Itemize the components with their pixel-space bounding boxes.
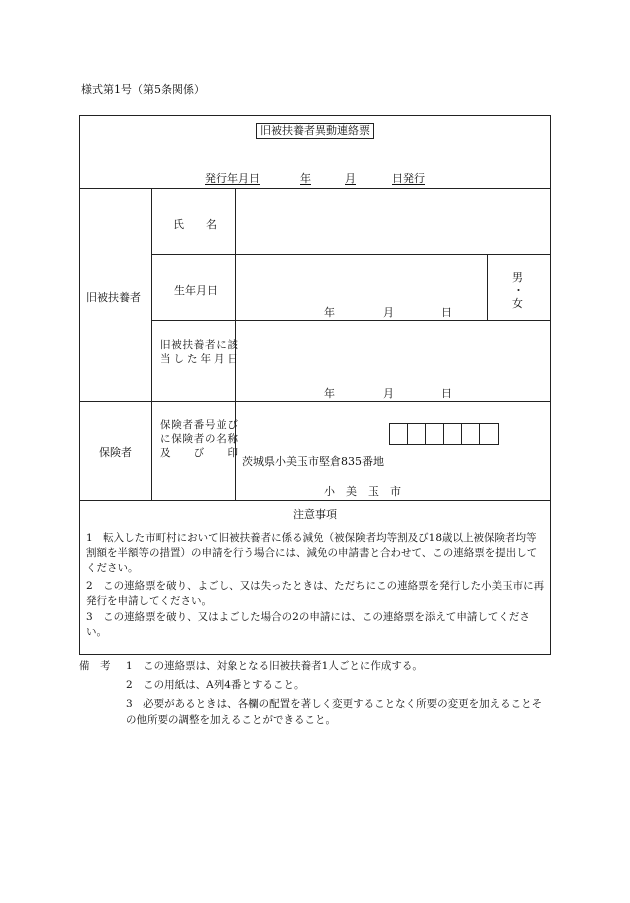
birthdate-label: 生年月日 — [174, 284, 218, 297]
name-label: 氏 名 — [173, 218, 217, 231]
remark-item-3: 3 必要があるときは、各欄の配置を著しく変更することなく所要の変更を加えることその他所要の調整を加えることができること。 — [126, 698, 543, 726]
digit-box[interactable] — [462, 424, 480, 444]
digit-box[interactable] — [390, 424, 408, 444]
insurer-number-boxes[interactable] — [389, 423, 499, 445]
digit-box[interactable] — [426, 424, 444, 444]
divider — [151, 188, 152, 500]
form-title: 旧被扶養者異動連絡票 — [256, 123, 374, 139]
eligible-date-label: 旧被扶養者に該当した年月日 — [160, 339, 238, 365]
note-item-2: 2 この連絡票を破り、よごし、又は失ったときは、ただちにこの連絡票を発行した小美玉市に再発行を申請してください。 — [86, 580, 545, 607]
sex-male: 男 — [512, 271, 523, 284]
note-item-3: 3 この連絡票を破り、又はよごした場合の2の申請には、この連絡票を添えて申請してください。 — [86, 611, 530, 638]
digit-box[interactable] — [480, 424, 498, 444]
divider — [487, 254, 488, 320]
digit-box[interactable] — [444, 424, 462, 444]
birthdate-year: 年 — [324, 306, 335, 319]
divider — [79, 188, 551, 189]
issue-month: 月 — [345, 172, 356, 185]
issue-date-blank — [311, 170, 345, 182]
eligible-year: 年 — [324, 387, 335, 400]
divider — [79, 401, 551, 402]
notes-heading: 注意事項 — [293, 508, 337, 521]
sex-separator: ・ — [513, 284, 524, 297]
issue-day: 日発行 — [392, 172, 425, 185]
birthdate-day: 日 — [441, 306, 452, 319]
former-dependent-label: 旧被扶養者 — [86, 291, 141, 304]
divider — [151, 320, 551, 321]
insurer-address: 茨城県小美玉市堅倉835番地 — [242, 455, 384, 468]
issue-date-label: 発行年月日 — [205, 172, 260, 185]
digit-box[interactable] — [408, 424, 426, 444]
insurer-name: 小 美 玉 市 — [324, 485, 401, 498]
sex-female: 女 — [512, 297, 523, 310]
insurer-label: 保険者 — [99, 446, 132, 459]
issue-date-blank — [262, 170, 300, 182]
divider — [151, 254, 551, 255]
remarks-label: 備 考 — [79, 660, 111, 672]
issue-date-blank — [356, 170, 392, 182]
divider — [79, 500, 551, 501]
eligible-month: 月 — [383, 387, 394, 400]
remark-item-2: 2 この用紙は、A列4番とすること。 — [126, 679, 305, 691]
note-item-1: 1 転入した市町村において旧被扶養者に係る減免（被保険者均等割及び18歳以上被保険者均等割額を半額等の措置）の申請を行う場合には、減免の申請書と合わせて、この連絡票を提出してください。 — [86, 532, 538, 574]
eligible-day: 日 — [441, 387, 452, 400]
remark-item-1: 1 この連絡票は、対象となる旧被扶養者1人ごとに作成する。 — [126, 660, 423, 672]
issue-year: 年 — [300, 172, 311, 185]
insurer-number-name-label: 保険者番号並びに保険者の名称及び印 — [160, 419, 238, 459]
form-number: 様式第1号（第5条関係） — [81, 83, 205, 96]
birthdate-month: 月 — [383, 306, 394, 319]
